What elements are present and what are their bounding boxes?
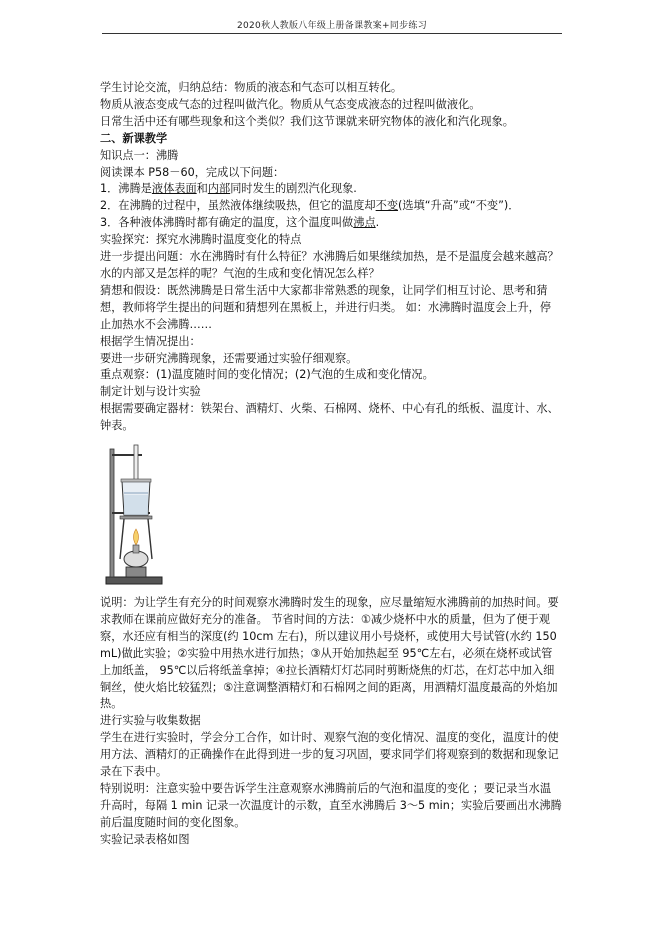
text: 3．各种液体沸腾时都有确定的温度，这个温度叫做 bbox=[100, 216, 354, 230]
answer: 沸点 bbox=[353, 216, 376, 230]
page-header: 2020秋人教版八年级上册备课教案+同步练习 bbox=[236, 21, 428, 31]
question-1 bbox=[100, 181, 562, 198]
boiling-experiment-apparatus-icon bbox=[104, 441, 164, 587]
paragraph: 猜想和假设：既然沸腾是日常生活中大家都非常熟悉的现象，让同学们相互讨论、思考和猜想，教师将学生提出的问题和猜想列在黑板上，并进行归类。 如：水沸腾时温度会上升，停止加热水不会沸腾…… bbox=[100, 283, 552, 331]
question-2 bbox=[100, 198, 562, 215]
text: . bbox=[375, 216, 380, 230]
paragraph: 根据需要确定器材：铁架台、酒精灯、火柴、石棉网、烧杯、中心有孔的纸板、温度计、水、钟表。 bbox=[100, 402, 559, 433]
text: 1．沸腾是 bbox=[100, 182, 152, 196]
document-body bbox=[100, 80, 562, 849]
paragraph: 根据学生情况提出： bbox=[100, 334, 201, 348]
answer: 液体表面 bbox=[151, 182, 197, 196]
paragraph: 学生讨论交流，归纳总结：物质的液态和气态可以相互转化。 bbox=[100, 81, 403, 94]
paragraph: 实验探究：探究水沸腾时温度变化的特点 bbox=[100, 233, 302, 247]
answer: 内部 bbox=[207, 182, 231, 196]
question-3 bbox=[100, 215, 562, 232]
apparatus-figure bbox=[100, 441, 562, 589]
paragraph: 学生在进行实验时，学会分工合作，如计时、观察气泡的变化情况、温度的变化，温度计的使用方法、酒精灯的正确操作在此得到进一步的复习巩固，要求同学们将观察到的数据和现象记录在下表中。 bbox=[100, 731, 559, 779]
text: (选填“升高”或“不变”)． bbox=[398, 199, 520, 213]
text: 2．在沸腾的过程中，虽然液体继续吸热，但它的温度却 bbox=[100, 199, 376, 213]
paragraph: 进一步提出问题：水在沸腾时有什么特征？水沸腾后如果继续加热，是不是温度会越来越高？水的内部又是怎样的呢？气泡的生成和变化情况怎么样？ bbox=[100, 250, 559, 280]
paragraph: 实验记录表格如图 bbox=[100, 832, 190, 846]
answer: 不变 bbox=[375, 199, 399, 213]
text: 同时发生的剧烈汽化现象. bbox=[230, 182, 357, 196]
paragraph: 日常生活中还有哪些现象和这个类似？我们这节课就来研究物体的液化和汽化现象。 bbox=[100, 114, 514, 128]
paragraph: 物质从液态变成气态的过程叫做汽化。物质从气态变成液态的过程叫做液化。 bbox=[100, 97, 481, 111]
paragraph: 知识点一：沸腾 bbox=[100, 148, 179, 162]
paragraph: 阅读课本 P58－60，完成以下问题： bbox=[100, 165, 285, 179]
paragraph: 特别说明：注意实验中要告诉学生注意观察水沸腾前后的气泡和温度的变化 ；要记录当水温升高时，每隔 1 min 记录一次温度计的示数，直至水沸腾后 3～5 min；实验后要画出水沸腾前后温度随时间的变化图象。 bbox=[100, 782, 562, 829]
paragraph: 要进一步研究沸腾现象，还需要通过实验仔细观察。 bbox=[100, 351, 358, 365]
header-divider bbox=[102, 33, 562, 34]
paragraph: 重点观察：(1)温度随时间的变化情况；(2)气泡的生成和变化情况。 bbox=[100, 368, 434, 382]
text: 和 bbox=[196, 182, 208, 196]
section-heading: 二、新课教学 bbox=[100, 131, 168, 145]
paragraph: 制定计划与设计实验 bbox=[100, 385, 201, 399]
paragraph: 说明：为让学生有充分的时间观察水沸腾时发生的现象，应尽量缩短水沸腾前的加热时间。要求教师在课前应做好充分的准备。 节省时间的方法：①减少烧杯中水的质量，但为了便于观察，水还应有相当的深度(约 10cm 左右)，所以建议用小号烧杯，或使用大号试管(水约 150 mL)做此实验；②实验中用热水进行加热；③从开始加热起至 95℃左右，必须在烧杯或试管上加纸盖， 95℃以后将纸盖拿掉；④拉长酒精灯灯芯同时剪断烧焦的灯芯，在灯芯中加入细铜丝，使火焰比较猛烈；⑤注意调整酒精灯和石棉网之间的距离，用酒精灯温度最高的外焰加热。 bbox=[100, 596, 559, 711]
paragraph: 进行实验与收集数据 bbox=[100, 714, 201, 728]
